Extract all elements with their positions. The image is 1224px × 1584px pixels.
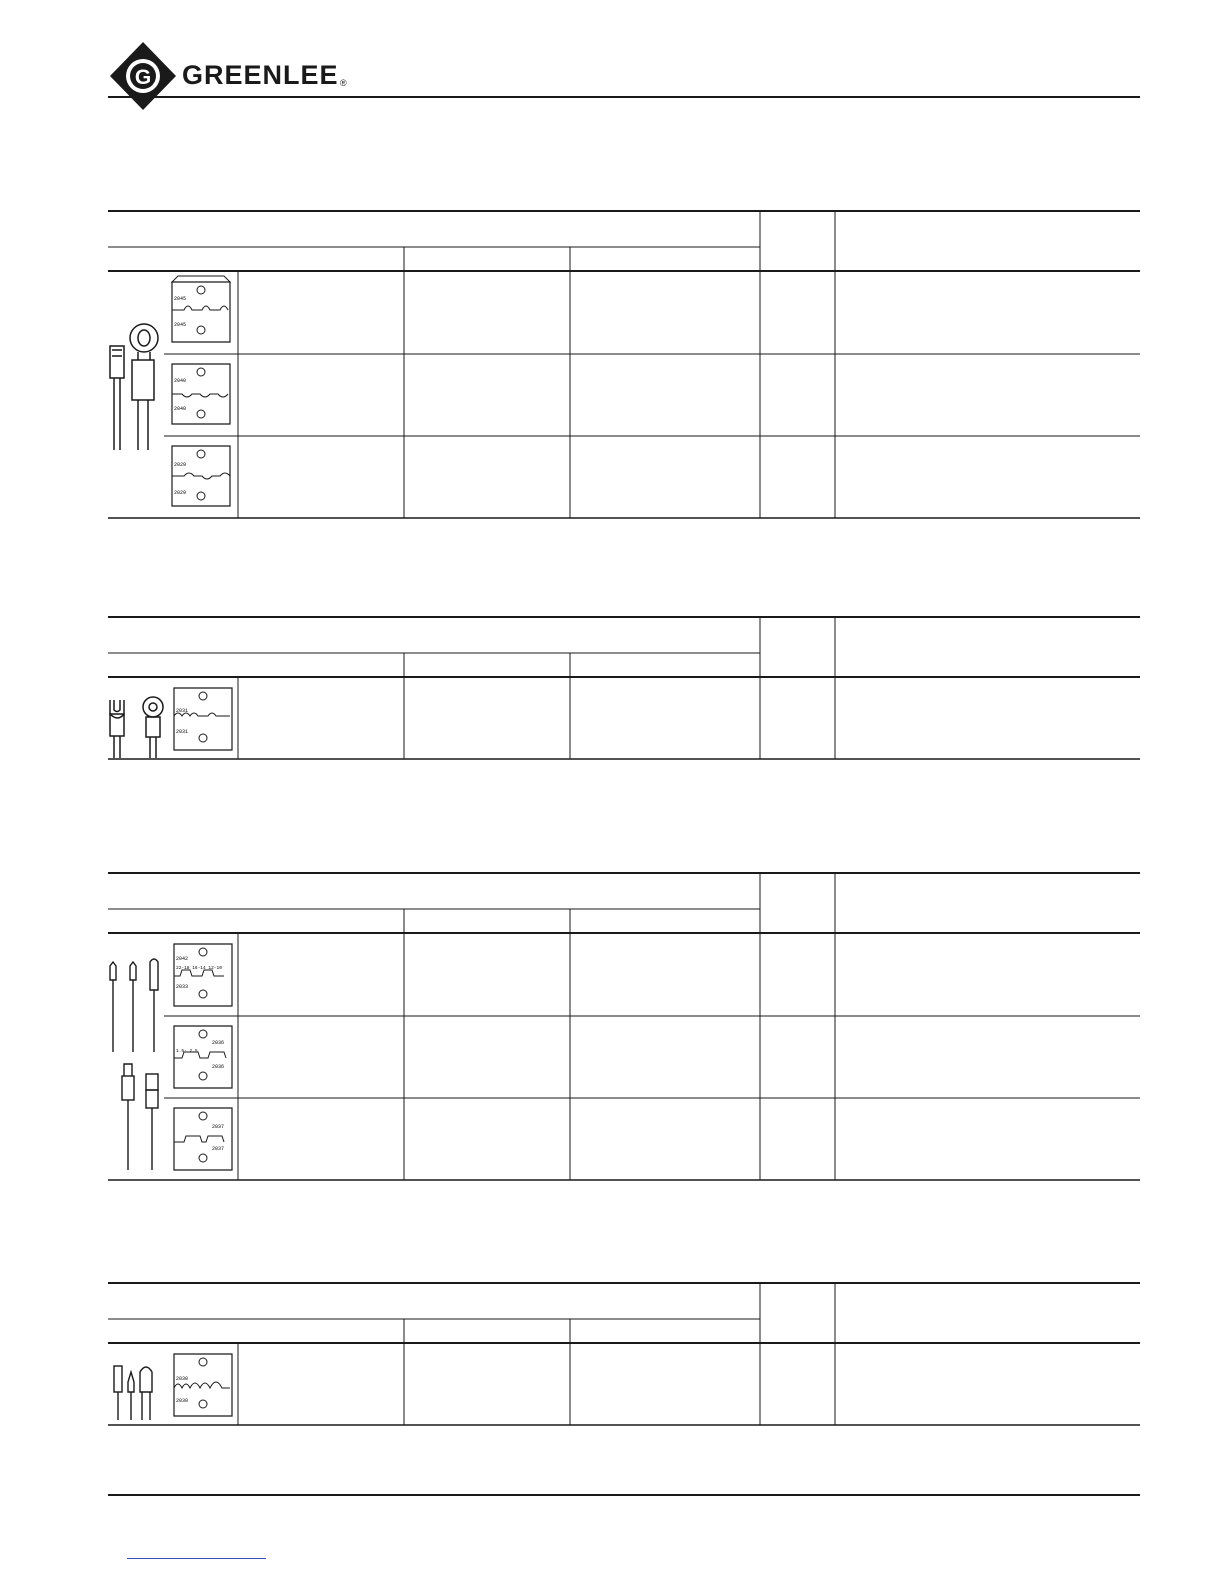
svg-text:2040: 2040	[174, 406, 187, 412]
die-2031-illustration	[174, 688, 232, 750]
svg-text:2036: 2036	[212, 1064, 225, 1070]
crimp-die-table-1	[108, 210, 1140, 520]
die-2040-illustration	[172, 364, 230, 424]
ferrule-illustration	[114, 1366, 152, 1420]
die-2037-illustration	[174, 1108, 232, 1170]
svg-text:2045: 2045	[174, 322, 187, 328]
svg-text:2040: 2040	[174, 378, 187, 384]
svg-text:22-18 16-14 12-10: 22-18 16-14 12-10	[176, 966, 222, 971]
table-grid	[108, 616, 1140, 762]
footer-link-underline[interactable]	[127, 1558, 266, 1559]
logo-mark: G	[134, 66, 152, 89]
die-2045-illustration	[172, 276, 230, 342]
crimp-die-table-3	[108, 872, 1140, 1182]
brand-name: GREENLEE	[182, 60, 339, 90]
svg-text:2030: 2030	[176, 1376, 189, 1382]
svg-text:1.5- 2.5: 1.5- 2.5	[176, 1049, 198, 1054]
greenlee-logo	[108, 40, 348, 112]
table-grid	[108, 1282, 1140, 1428]
footer-rule	[108, 1494, 1140, 1496]
svg-text:2042: 2042	[176, 956, 189, 962]
svg-text:2031: 2031	[176, 708, 189, 714]
ring-terminal-illustration	[110, 324, 158, 450]
svg-text:2037: 2037	[212, 1124, 225, 1130]
svg-text:2045: 2045	[174, 296, 187, 302]
svg-text:2031: 2031	[176, 729, 189, 735]
svg-text:2033: 2033	[176, 984, 189, 990]
table-grid	[108, 210, 1140, 520]
table-grid	[108, 872, 1140, 1182]
header-rule	[108, 96, 1140, 98]
disconnect-terminal-illustration	[122, 1064, 158, 1170]
svg-text:2036: 2036	[212, 1040, 225, 1046]
registered-mark: ®	[340, 78, 347, 88]
die-2030-illustration	[174, 1354, 232, 1416]
pin-terminal-illustration	[110, 959, 158, 1052]
greenlee-diamond-icon	[108, 40, 178, 112]
svg-text:2029: 2029	[174, 490, 187, 496]
die-2042-illustration	[174, 944, 232, 1006]
die-2029-illustration	[172, 446, 230, 506]
die-2036-illustration	[174, 1026, 232, 1088]
svg-text:2037: 2037	[212, 1146, 225, 1152]
svg-text:2030: 2030	[176, 1398, 189, 1404]
svg-text:2029: 2029	[174, 462, 187, 468]
spade-ring-terminal-illustration	[110, 697, 163, 758]
crimp-die-table-2	[108, 616, 1140, 762]
crimp-die-table-4	[108, 1282, 1140, 1428]
